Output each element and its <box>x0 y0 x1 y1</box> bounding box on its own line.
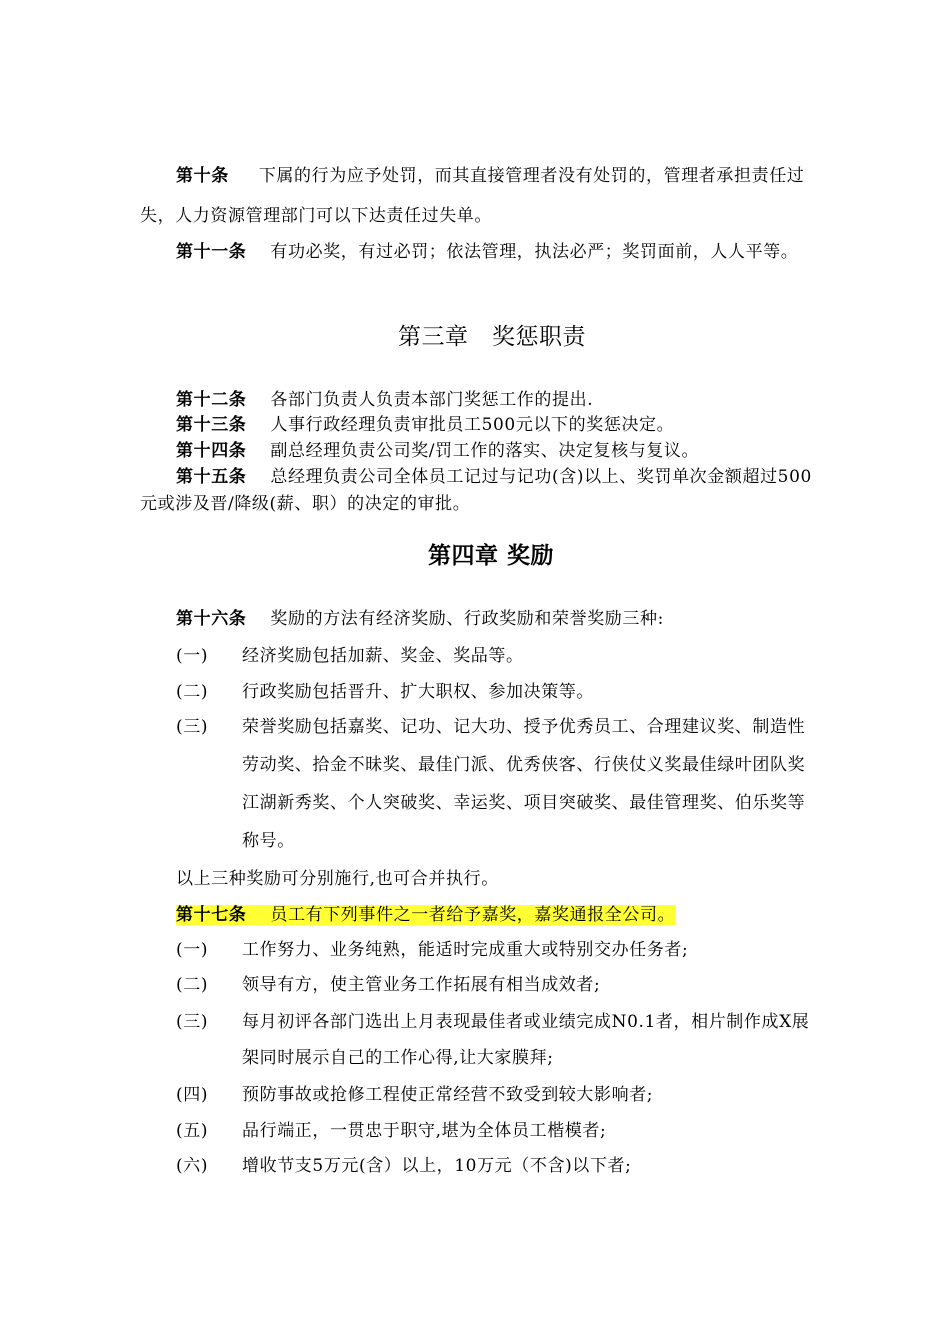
list-item: (二) 领导有方，使主管业务工作拓展有相当成效者; <box>176 975 601 995</box>
article-16-closing: 以上三种奖励可分别施行,也可合并执行。 <box>176 869 499 889</box>
article-13-text: 人事行政经理负责审批员工500元以下的奖惩决定。 <box>270 415 675 435</box>
article-14-text: 副总经理负责公司奖/罚工作的落实、决定复核与复议。 <box>270 441 700 461</box>
article-17-label: 第十七条 <box>176 905 247 925</box>
article-16 <box>176 607 664 631</box>
list-item: (一) 经济奖励包括加薪、奖金、奖品等。 <box>176 646 524 666</box>
article-12-label: 第十二条 <box>176 390 247 410</box>
article-15-line-1 <box>176 465 812 489</box>
article-14 <box>176 439 699 463</box>
list-item-continuation: 劳动奖、拾金不昧奖、最佳门派、优秀侠客、行侠仗义奖最佳绿叶团队奖 <box>242 755 806 775</box>
article-15-label: 第十五条 <box>176 467 247 487</box>
article-10-line-1 <box>176 164 804 188</box>
list-item-continuation: 架同时展示自己的工作心得,让大家膜拜; <box>242 1048 554 1068</box>
article-17-text: 员工有下列事件之一者给予嘉奖，嘉奖通报全公司。 <box>270 905 676 925</box>
list-item: (三) 荣誉奖励包括嘉奖、记功、记大功、授予优秀员工、合理建议奖、制造性 <box>176 717 806 737</box>
list-item: (一) 工作努力、业务纯熟，能适时完成重大或特别交办任务者; <box>176 940 689 960</box>
article-16-label: 第十六条 <box>176 609 247 629</box>
article-10-label: 第十条 <box>176 166 229 186</box>
list-item: (六) 增收节支5万元(含）以上，10万元（不含)以下者; <box>176 1156 632 1176</box>
article-11-text: 有功必奖，有过必罚；依法管理，执法必严；奖罚面前，人人平等。 <box>270 242 799 262</box>
chapter-3-title: 第三章 奖惩职责 <box>398 324 586 350</box>
article-15-line-2: 元或涉及晋/降级(薪、职）的决定的审批。 <box>140 494 471 514</box>
article-10-line-2: 失，人力资源管理部门可以下达责任过失单。 <box>140 206 492 226</box>
article-16-text: 奖励的方法有经济奖励、行政奖励和荣誉奖励三种: <box>270 609 664 629</box>
list-item-continuation: 江湖新秀奖、个人突破奖、幸运奖、项目突破奖、最佳管理奖、伯乐奖等 <box>242 793 806 813</box>
list-item: (五) 品行端正，一贯忠于职守,堪为全体员工楷模者; <box>176 1121 607 1141</box>
chapter-4-title: 第四章 奖励 <box>428 543 555 569</box>
list-item: (三) 每月初评各部门选出上月表现最佳者或业绩完成N0.1者，相片制作成X展 <box>176 1012 810 1032</box>
article-12 <box>176 388 593 412</box>
article-14-label: 第十四条 <box>176 441 247 461</box>
article-13-label: 第十三条 <box>176 415 247 435</box>
article-12-text: 各部门负责人负责本部门奖惩工作的提出. <box>270 390 594 410</box>
article-10-text: 下属的行为应予处罚，而其直接管理者没有处罚的，管理者承担责任过 <box>258 166 805 186</box>
article-15-text: 总经理负责公司全体员工记过与记功(含)以上、奖罚单次金额超过500 <box>270 467 812 487</box>
article-11 <box>176 240 798 264</box>
list-item-continuation: 称号。 <box>242 831 295 851</box>
article-13 <box>176 413 674 437</box>
list-item: (四) 预防事故或抢修工程使正常经营不致受到较大影响者; <box>176 1085 654 1105</box>
list-item: (二) 行政奖励包括晋升、扩大职权、参加决策等。 <box>176 682 594 702</box>
article-17 <box>176 903 675 927</box>
article-11-label: 第十一条 <box>176 242 247 262</box>
